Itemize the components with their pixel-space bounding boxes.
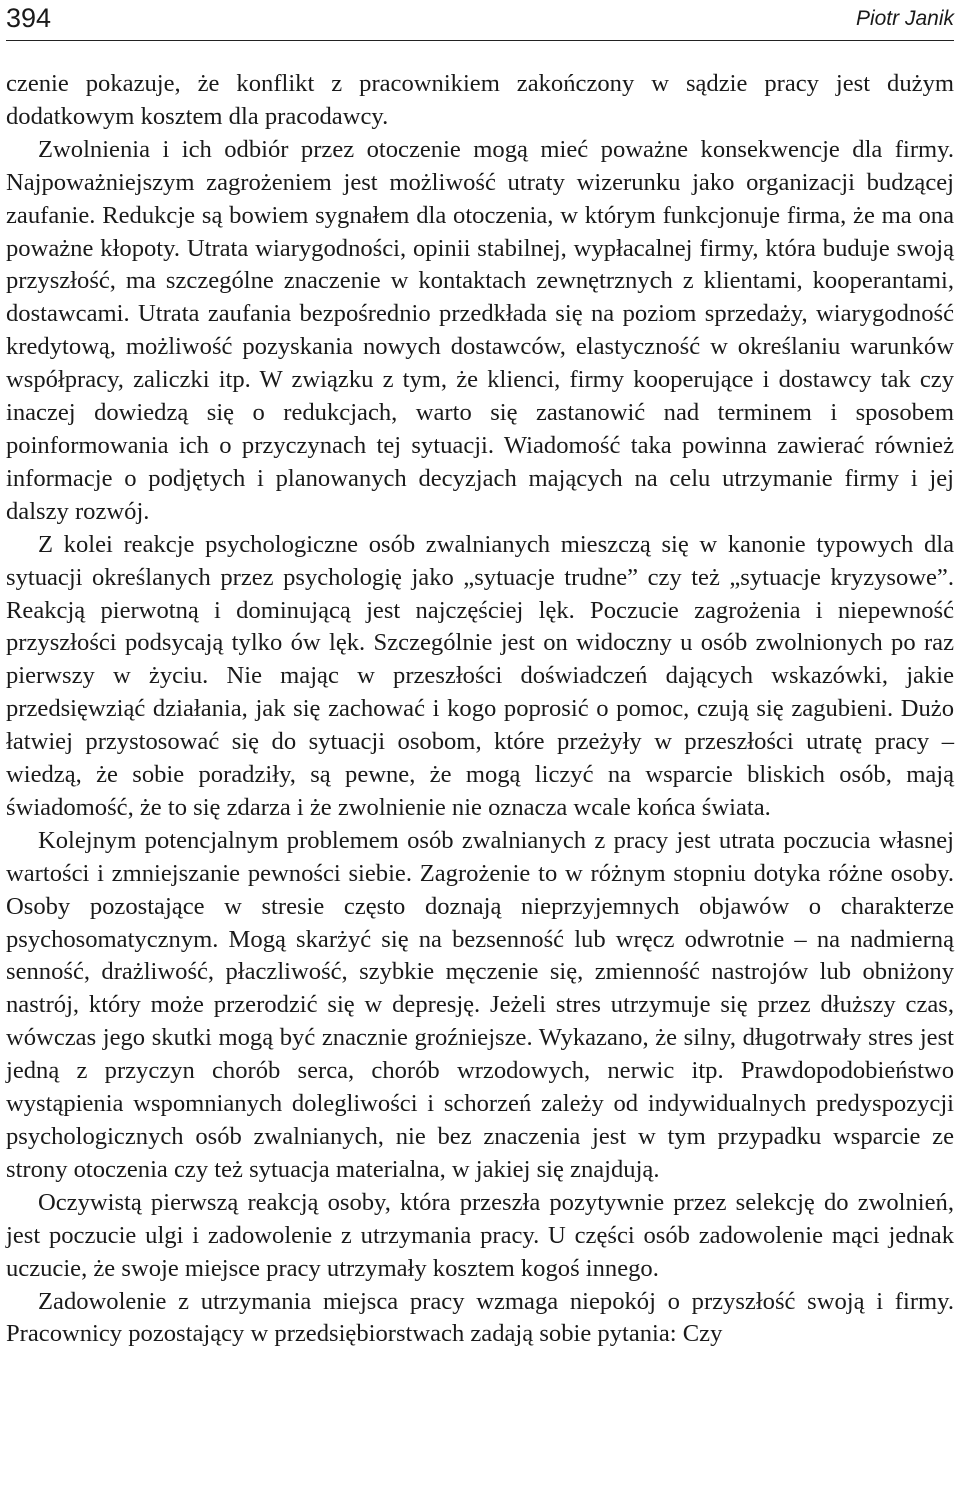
paragraph: Zadowolenie z utrzymania miejsca pracy wzmaga niepokój o przyszłość swoją i firmy. Pracownicy pozostający w przedsiębiorstwach zadają sobie pytania: Czy bbox=[6, 1287, 954, 1348]
page-number: 394 bbox=[6, 3, 52, 33]
paragraph: Z kolei reakcje psychologiczne osób zwalnianych mieszczą się w kanonie typowych dla sytuacji określanych przez psychologię jako „sytuacje trudne” czy też „sytuacje kryzysowe”. Reakcją pierwotną i dominującą jest najczęściej lęk. Poczucie zagrożenia i niepewność przyszłości podsycają tylko ów lęk. Szczególnie jest on widoczny u osób zwolnionych po raz pierwszy w życiu. Nie mając w przeszłości doświadczeń dających wskazówki, jakie przedsięwziąć działania, jak się zachować i kogo poprosić o pomoc, czują się zagubieni. Dużo łatwiej przystosować się do sytuacji osobom, które przeżyły w przeszłości utratę pracy – wiedzą, że sobie poradziły, są pewne, że mogą liczyć na wsparcie bliskich osób, mają świadomość, że to się zdarza i że zwolnienie nie oznacza wcale końca świata. bbox=[6, 530, 954, 821]
paragraph: Zwolnienia i ich odbiór przez otoczenie mogą mieć poważne konsekwencje dla firmy. Najpoważniejszym zagrożeniem jest możliwość utraty wizerunku jako organizacji budzącej zaufanie. Redukcje są bowiem sygnałem dla otoczenia, w którym funkcjonuje firma, że ma ona poważne kłopoty. Utrata wiarygodności, opinii stabilnej, wypłacalnej firmy, która buduje swoją przyszłość, ma szczególne znaczenie w kontaktach zewnętrznych z klientami, kooperantami, dostawcami. Utrata zaufania bezpośrednio przedkłada się na poziom sprzedaży, wiarygodność kredytową, możliwość pozyskania nowych dostawców, elastyczność w określaniu warunków współpracy, zaliczki itp. W związku z tym, że klienci, firmy kooperujące i dostawcy tak czy inaczej dowiedzą się o redukcjach, warto się zastanowić nad terminem i sposobem poinformowania ich o przyczynach tej sytuacji. Wiadomość taka powinna zawierać również informacje o podjętych i planowanych decyzjach mających na celu utrzymanie firmy i jej dalszy rozwój. bbox=[6, 135, 954, 525]
paragraph: czenie pokazuje, że konflikt z pracownikiem zakończony w sądzie pracy jest dużym dodatkowym kosztem dla pracodawcy. bbox=[6, 70, 954, 130]
paragraph: Oczywistą pierwszą reakcją osoby, która przeszła pozytywnie przez selekcję do zwolnień, jest poczucie ulgi i zadowolenie z utrzymania pracy. U części osób zadowolenie mąci jednak uczucie, że swoje miejsce pracy utrzymały kosztem kogoś innego. bbox=[6, 1188, 954, 1282]
paragraph: Kolejnym potencjalnym problemem osób zwalnianych z pracy jest utrata poczucia własnej wartości i zmniejszanie pewności siebie. Zagrożenie to w różnym stopniu dotyka różne osoby. Osoby pozostające w stresie często doznają nieprzyjemnych objawów o charakterze psychosomatycznym. Mogą skarżyć się na bezsenność lub wręcz odwrotnie – na nadmierną senność, drażliwość, płaczliwość, szybkie męczenie się, zmienność nastrojów lub obniżony nastrój, który może przerodzić się w depresję. Jeżeli stres utrzymuje się przez dłuższy czas, wówczas jego skutki mogą być znacznie groźniejsze. Wykazano, że silny, długotrwały stres jest jedną z przyczyn chorób serca, chorób wrzodowych, nerwic itp. Prawdopodobieństwo wystąpienia wspomnianych dolegliwości i schorzeń zależy od indywidualnych predyspozycji psychologicznych osób zwalnianych, nie bez znaczenia jest w tym przypadku wsparcie ze strony otoczenia czy też sytuacja materialna, w jakiej się znajdują. bbox=[6, 826, 954, 1183]
running-head-author: Piotr Janik bbox=[855, 7, 954, 30]
page-header bbox=[6, 0, 954, 41]
body-text bbox=[6, 68, 954, 1351]
